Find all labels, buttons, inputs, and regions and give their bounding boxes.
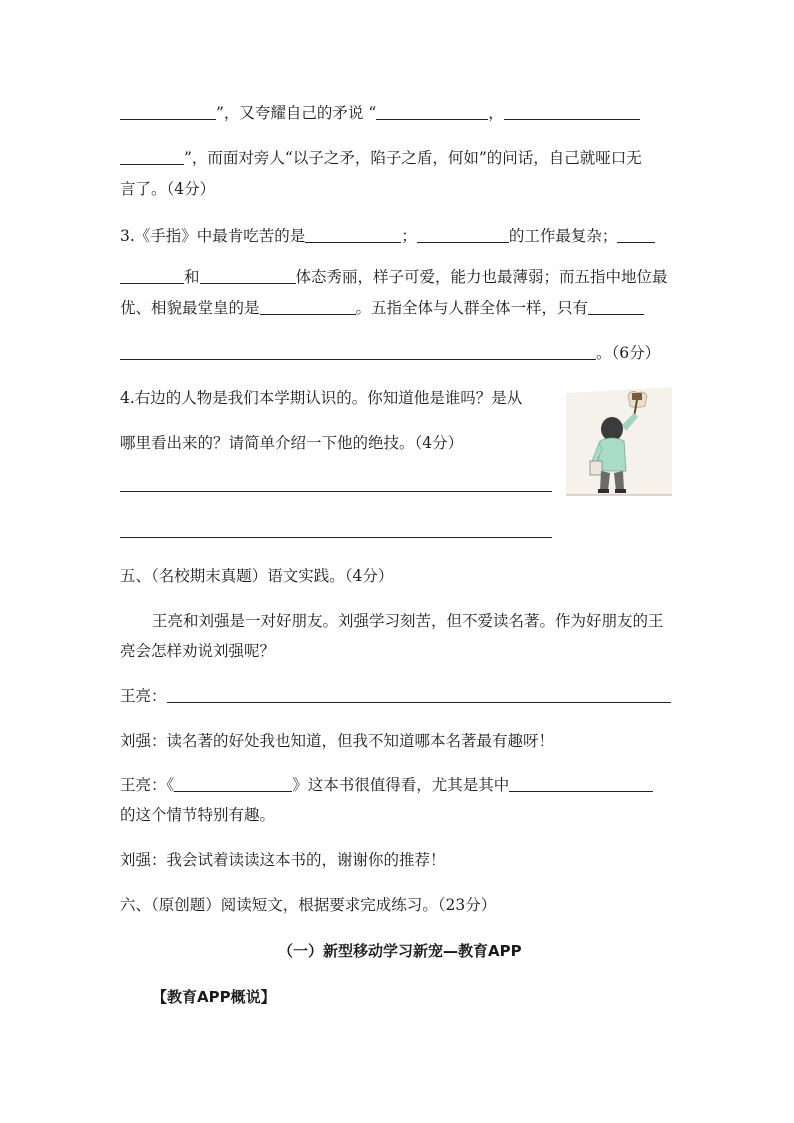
dialogue-wangliang-1 bbox=[120, 686, 671, 706]
q3-and: 和 bbox=[184, 268, 200, 286]
answer-blank[interactable] bbox=[120, 343, 596, 360]
answer-blank[interactable] bbox=[260, 298, 356, 315]
section5-para-line1: 王亮和刘强是一对好朋友。刘强学习刻苦，但不爱读名著。作为好朋友的王 bbox=[152, 612, 664, 630]
q2-text-a: ”，又夸耀自己的矛说 “ bbox=[216, 104, 377, 122]
answer-line[interactable] bbox=[120, 491, 552, 492]
q3-line3-suffix: 。五指全体与人群全体一样，只有 bbox=[355, 299, 589, 317]
answer-blank[interactable] bbox=[376, 103, 488, 120]
q3-line-4 bbox=[120, 343, 660, 363]
answer-blank[interactable] bbox=[417, 226, 509, 243]
q2-line-1 bbox=[120, 103, 640, 123]
q3-prefix: 3.《手指》中最肯吃苦的是 bbox=[120, 227, 306, 245]
q4-line-1: 4.右边的人物是我们本学期认识的。你知道他是谁吗？是从 bbox=[120, 389, 523, 407]
section5-heading: 五、（名校期末真题）语文实践。（4分） bbox=[120, 567, 394, 585]
speaker-label: 王亮： bbox=[120, 687, 167, 705]
dialogue-liuqiang-1: 刘强：读名著的好处我也知道，但我不知道哪本名著最有趣呀！ bbox=[120, 732, 555, 750]
answer-blank[interactable] bbox=[504, 103, 640, 120]
answer-blank[interactable] bbox=[200, 267, 296, 284]
q3-line3-prefix: 优、相貌最堂皇的是 bbox=[120, 299, 260, 317]
answer-blank[interactable] bbox=[167, 686, 671, 703]
d3-prefix: 王亮：《 bbox=[120, 776, 175, 794]
answer-blank[interactable] bbox=[588, 298, 644, 315]
answer-blank[interactable] bbox=[120, 267, 184, 284]
answer-blank[interactable] bbox=[305, 226, 401, 243]
dialogue-wangliang-2 bbox=[120, 775, 653, 795]
answer-blank[interactable] bbox=[120, 148, 184, 165]
article-subheading: 【教育APP概说】 bbox=[152, 988, 276, 1006]
answer-line[interactable] bbox=[120, 537, 552, 538]
answer-blank[interactable] bbox=[120, 103, 216, 120]
d3-mid: 》这本书很值得看，尤其是其中 bbox=[292, 776, 510, 794]
q3-line2-suffix: 体态秀丽，样子可爱，能力也最薄弱；而五指中地位最 bbox=[295, 268, 668, 286]
q2-text-c: ”，而面对旁人“以子之矛，陷子之盾，何如”的问话，自己就哑口无 bbox=[184, 149, 642, 167]
q3-line-3 bbox=[120, 298, 644, 318]
dialogue-liuqiang-2: 刘强：我会试着读读这本书的，谢谢你的推荐！ bbox=[120, 851, 446, 869]
boy-painting-wall-illustration bbox=[562, 383, 674, 501]
book-title-blank[interactable] bbox=[174, 775, 292, 792]
article-subtitle: （一）新型移动学习新宠—教育APP bbox=[278, 942, 522, 960]
section5-para-line2: 亮会怎样劝说刘强呢？ bbox=[120, 642, 276, 660]
answer-blank[interactable] bbox=[617, 226, 655, 243]
q3-line-2 bbox=[120, 267, 668, 287]
q3-suffix: 的工作最复杂； bbox=[508, 227, 618, 245]
q2-line-3: 言了。（4分） bbox=[120, 180, 216, 198]
q3-line4-suffix: 。（6分） bbox=[596, 344, 661, 362]
dialogue-wangliang-2-cont: 的这个情节特别有趣。 bbox=[120, 806, 276, 824]
q2-line-2 bbox=[120, 148, 642, 168]
section6-heading: 六、（原创题）阅读短文，根据要求完成练习。（23分） bbox=[120, 896, 497, 914]
q3-line-1 bbox=[120, 226, 655, 246]
q2-text-b: ， bbox=[488, 104, 504, 122]
q3-mid: ； bbox=[401, 227, 417, 245]
plot-blank[interactable] bbox=[509, 775, 653, 792]
q4-line-2: 哪里看出来的？请简单介绍一下他的绝技。（4分） bbox=[120, 434, 464, 452]
